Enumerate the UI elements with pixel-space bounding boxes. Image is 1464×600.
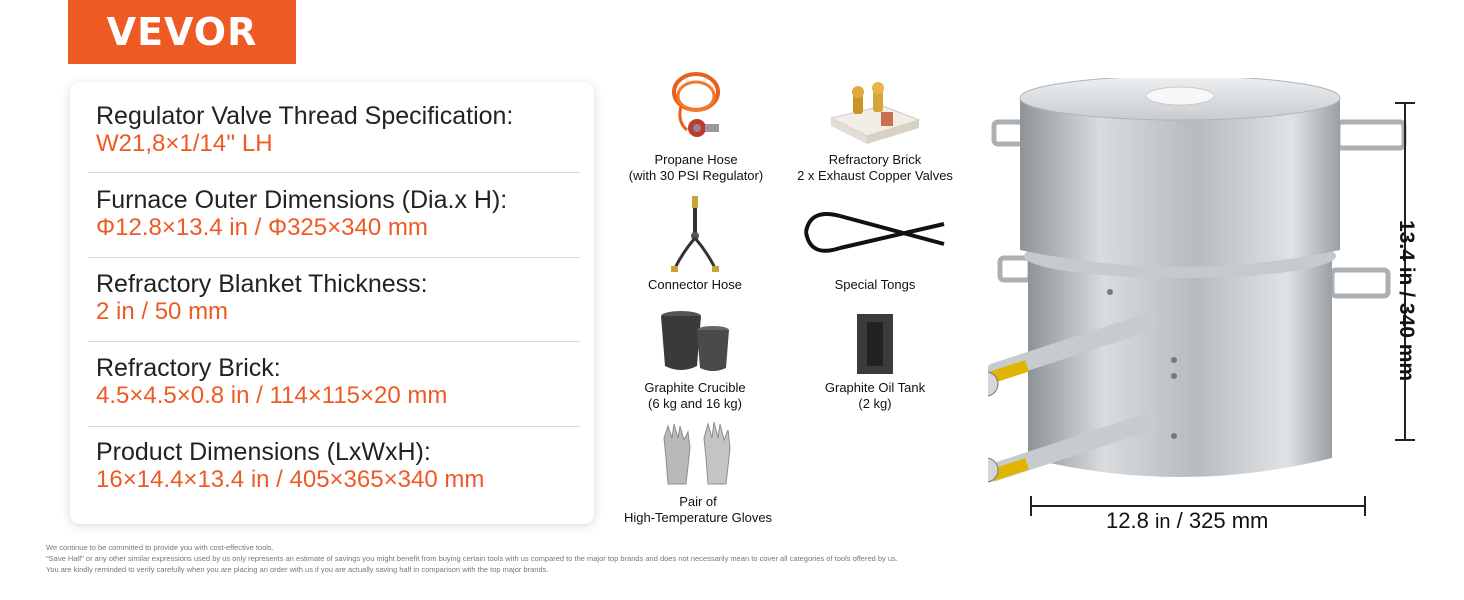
accessory-caption: Graphite Oil Tank <box>824 380 926 395</box>
brand-name: VEVOR <box>106 10 258 54</box>
width-dimension-label <box>1106 508 1268 534</box>
spec-value: W21,8×1/14'' LH <box>96 130 273 157</box>
accessory-caption-sub: (2 kg) <box>858 396 892 411</box>
spec-label: Furnace Outer Dimensions (Dia.x H): <box>96 186 508 214</box>
spec-value: 16×14.4×13.4 in / 405×365×340 mm <box>96 466 485 493</box>
spec-blanket-thickness <box>96 270 580 326</box>
accessory-caption: Graphite Crucible <box>644 380 746 395</box>
height-dimension-label: 13.4 in / 340 mm <box>1395 220 1418 382</box>
accessory-caption: Pair of <box>679 494 717 509</box>
disclaimer <box>46 542 898 575</box>
propane-hose-icon <box>661 70 731 146</box>
spec-outer-dimensions <box>96 186 580 242</box>
accessory-connector-hose <box>620 192 770 296</box>
spec-value: 4.5×4.5×0.8 in / 114×115×20 mm <box>96 382 448 409</box>
accessory-special-tongs <box>790 192 960 296</box>
accessory-caption: Refractory Brick <box>828 152 922 167</box>
divider <box>88 257 580 258</box>
refractory-brick-icon <box>823 76 923 146</box>
accessory-gloves <box>604 416 792 528</box>
spec-value: Φ12.8×13.4 in / Φ325×340 mm <box>96 214 428 241</box>
spec-label: Regulator Valve Thread Specification: <box>96 102 514 130</box>
spec-regulator-thread <box>96 102 580 158</box>
connector-hose-icon <box>665 194 725 274</box>
graphite-crucible-icon <box>655 308 735 374</box>
accessory-caption: Connector Hose <box>648 277 742 292</box>
accessory-propane-hose <box>604 70 788 186</box>
spec-refractory-brick <box>96 354 580 410</box>
accessory-caption-sub: High-Temperature Gloves <box>623 510 773 525</box>
accessory-caption-sub: (6 kg and 16 kg) <box>648 396 742 411</box>
accessory-caption: Special Tongs <box>834 277 916 292</box>
width-inches: 12.8 <box>1106 508 1149 533</box>
accessory-graphite-oil-tank <box>790 306 960 416</box>
spec-label: Product Dimensions (LxWxH): <box>96 438 431 466</box>
accessory-graphite-crucible <box>620 306 770 416</box>
brand-logo <box>68 0 296 64</box>
divider <box>88 341 580 342</box>
spec-card <box>70 82 594 524</box>
width-metric: / 325 mm <box>1176 508 1269 533</box>
gloves-icon <box>658 418 738 488</box>
accessory-refractory-brick <box>790 70 960 186</box>
disclaimer-line: We continue to be committed to provide you with cost-effective tools. <box>46 543 274 552</box>
divider <box>88 426 580 427</box>
spec-label: Refractory Brick: <box>96 354 281 382</box>
accessory-caption-sub: 2 x Exhaust Copper Valves <box>797 168 953 183</box>
graphite-oil-tank-icon <box>855 312 895 376</box>
divider <box>88 172 580 173</box>
accessory-caption-sub: (with 30 PSI Regulator) <box>628 168 764 183</box>
disclaimer-line: You are kindly reminded to verify carefully when you are placing an order with us if you are actually saving half in comparison with the top major brands. <box>46 565 549 574</box>
accessory-caption: Propane Hose <box>654 152 738 167</box>
furnace-image <box>988 78 1418 498</box>
spec-label: Refractory Blanket Thickness: <box>96 270 428 298</box>
disclaimer-line: "Save Half" or any other similar expressions used by us only represents an estimate of savings you might benefit from buying certain tools with us compared to the major top brands and does not necessarily mean to cover all categories of tools offered by us. <box>46 554 898 563</box>
special-tongs-icon <box>800 202 950 272</box>
spec-product-dimensions <box>96 438 580 494</box>
spec-value: 2 in / 50 mm <box>96 298 229 325</box>
width-unit: in <box>1154 511 1171 533</box>
